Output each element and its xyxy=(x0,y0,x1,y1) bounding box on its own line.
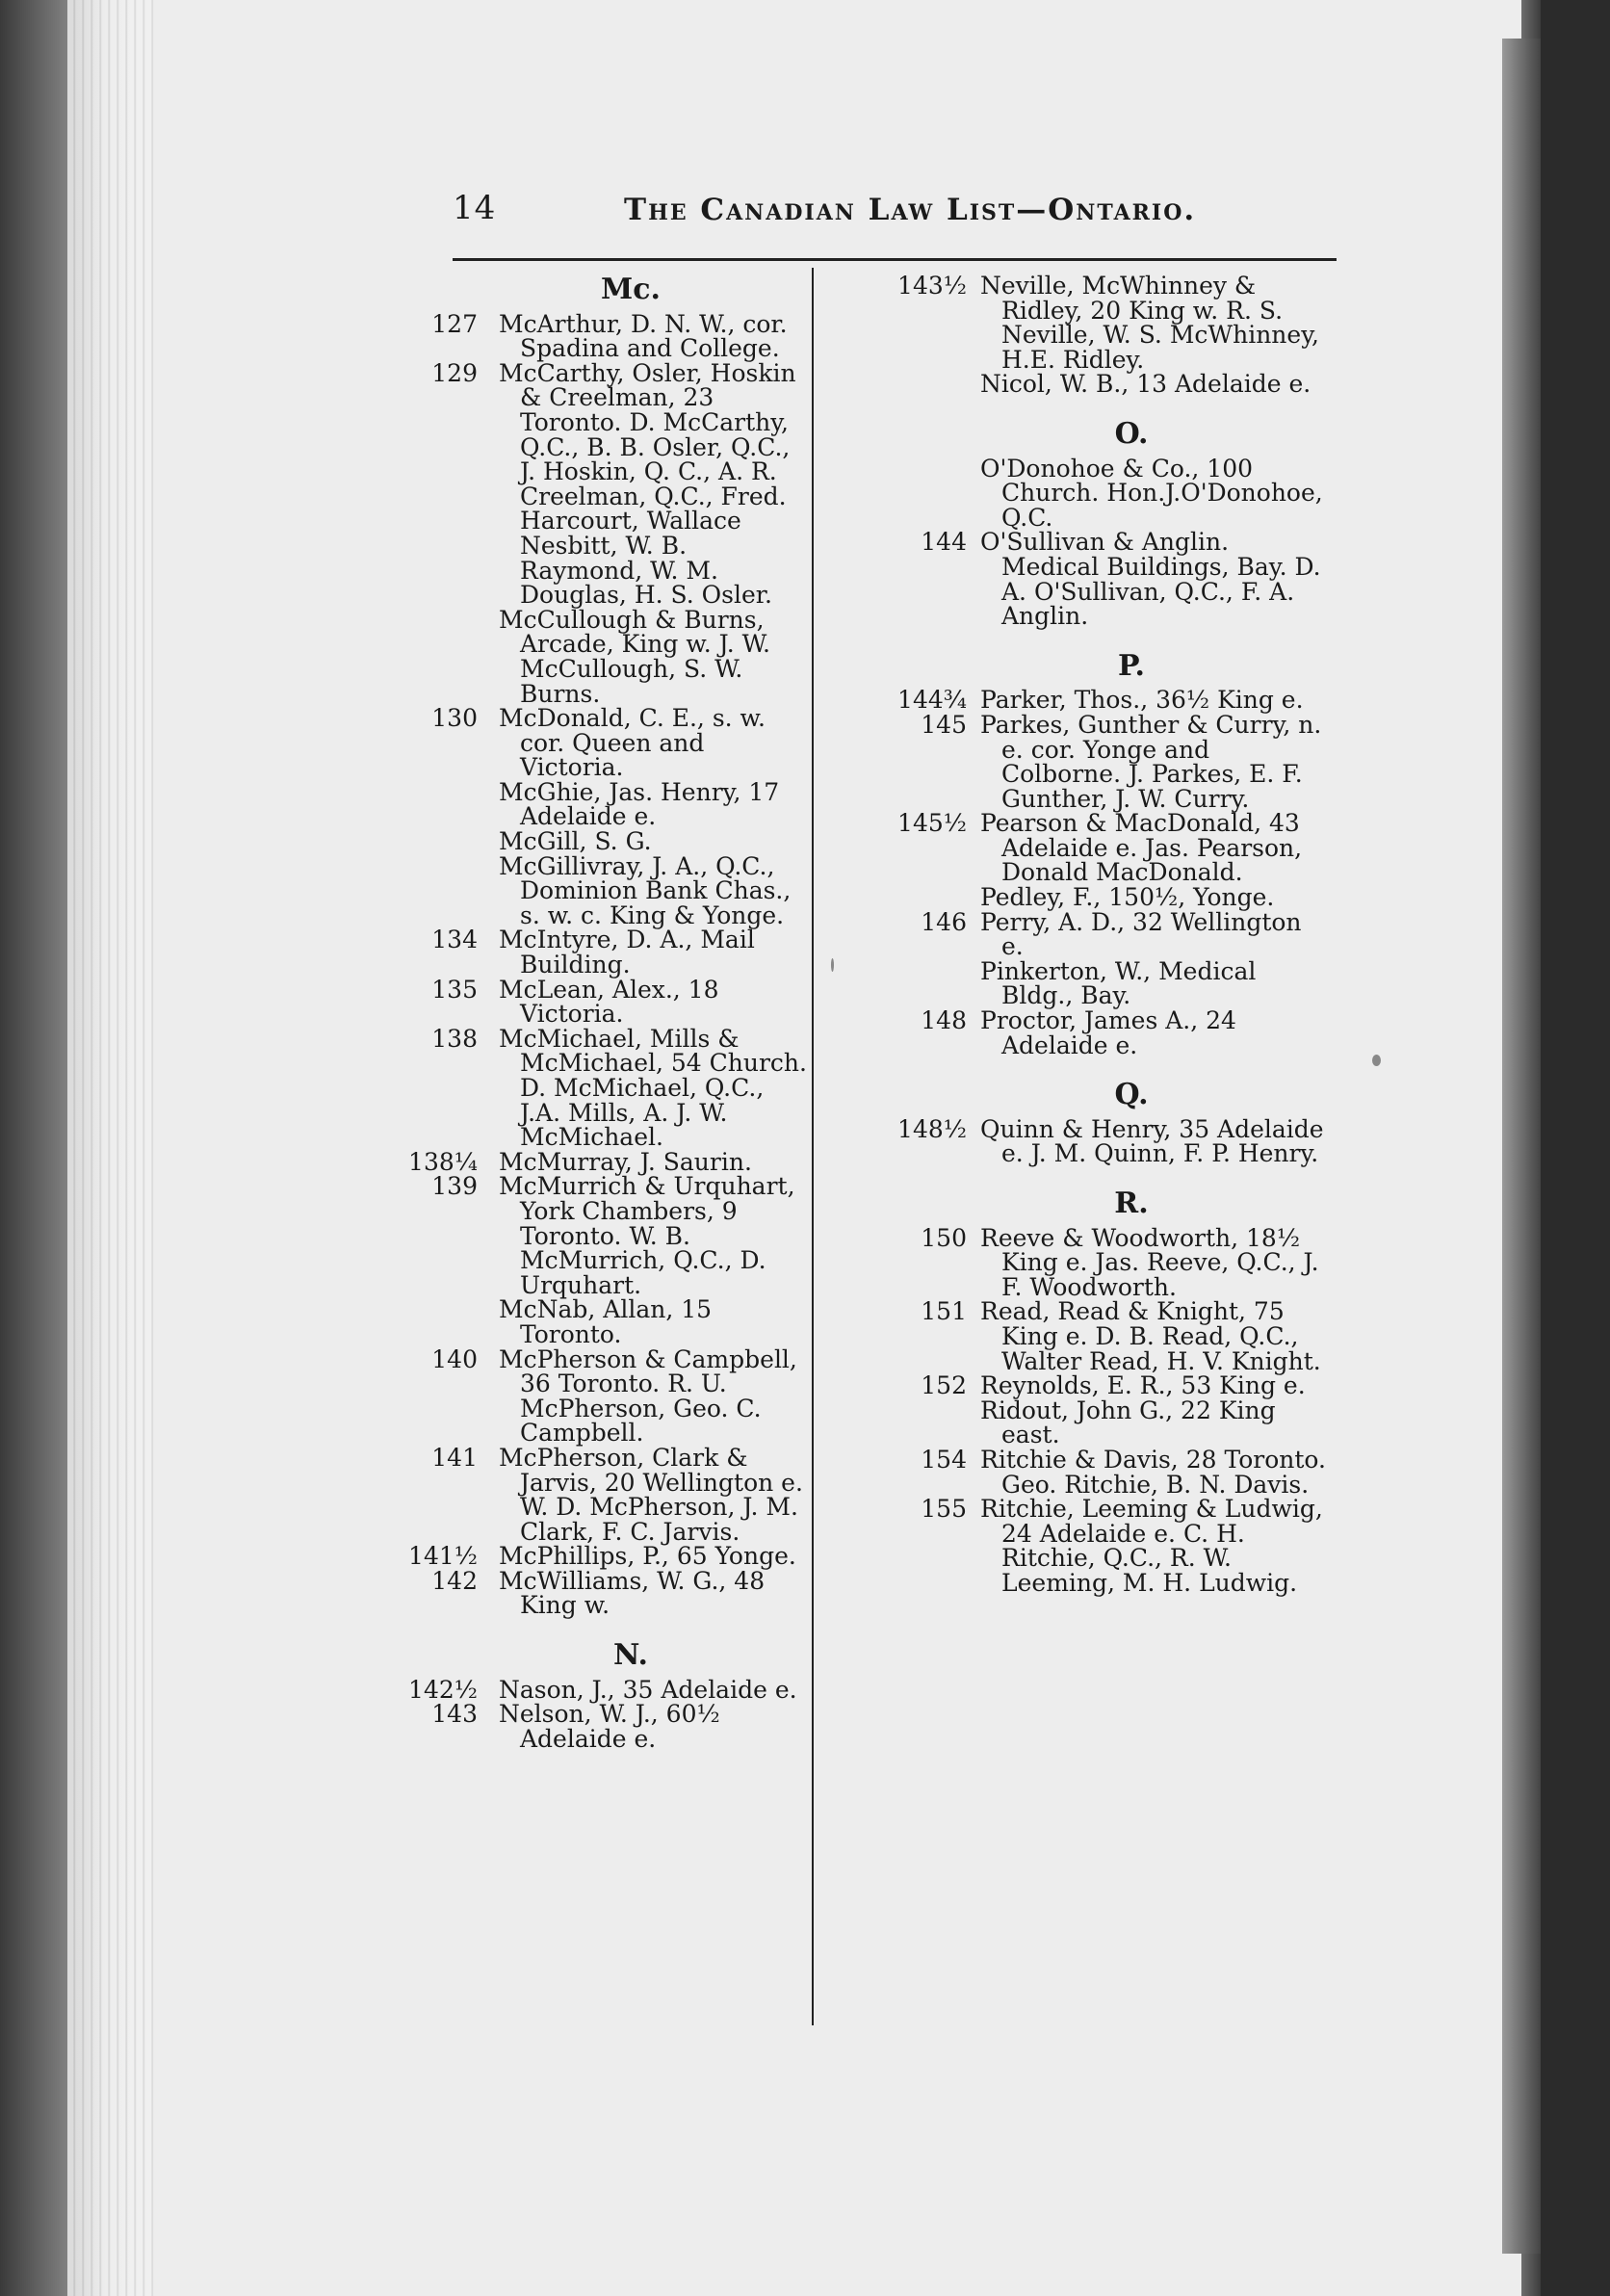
directory-entry xyxy=(385,1702,809,1751)
entry-text: O'Sullivan & Anglin. Medical Buildings, Bay. D. A. O'Sullivan, Q.C., F. A. Anglin. xyxy=(980,528,1321,631)
section-spacer xyxy=(385,1618,809,1639)
directory-entry xyxy=(385,975,809,1029)
entry-number: 155 xyxy=(921,1495,967,1524)
page-number: 14 xyxy=(453,189,497,227)
directory-entry xyxy=(385,706,809,780)
directory-entry xyxy=(385,777,809,831)
entry-number: 150 xyxy=(921,1223,967,1252)
directory-entry xyxy=(886,956,1329,1010)
entry-text: Nelson, W. J., 60½ Adelaide e. xyxy=(499,1700,720,1753)
directory-entry xyxy=(385,1443,809,1546)
directory-entry xyxy=(385,1147,809,1176)
directory-entry xyxy=(385,1675,809,1704)
dark-background-edge xyxy=(1541,0,1610,2296)
entry-text: McGhie, Jas. Henry, 17 Adelaide e. xyxy=(499,777,780,831)
section-heading: Mc. xyxy=(601,273,661,306)
directory-entry xyxy=(886,528,1329,631)
entry-text: Proctor, James A., 24 Adelaide e. xyxy=(980,1006,1236,1059)
paper-speck xyxy=(1372,1055,1381,1066)
section-spacer xyxy=(886,1057,1329,1079)
directory-entry xyxy=(886,1114,1329,1168)
directory-entry xyxy=(886,1223,1329,1301)
column-divider xyxy=(812,268,814,2025)
entry-text: McIntyre, D. A., Mail Building. xyxy=(499,926,755,979)
entry-text: Parker, Thos., 36½ King e. xyxy=(980,686,1304,715)
entry-text: McCarthy, Osler, Hoskin & Creelman, 23 Toronto. D. McCarthy, Q.C., B. B. Osler, Q.C., J. Hoskin, Q. C., A. R. Creelman, Q.C., Fred. Harcourt, Wallace Nesbitt, W. B. Raymond, W. M. Douglas, H. S. Osler. xyxy=(499,358,796,610)
directory-entry xyxy=(886,274,1329,372)
entry-text: McPherson & Campbell, 36 Toronto. R. U. McPherson, Geo. C. Campbell. xyxy=(499,1344,797,1448)
directory-entry xyxy=(385,927,809,977)
directory-entry xyxy=(886,811,1329,885)
entry-text: Ritchie & Davis, 28 Toronto. Geo. Ritchie, B. N. Davis. xyxy=(980,1445,1326,1499)
entry-number: 144 xyxy=(921,528,967,557)
paper-speck xyxy=(831,958,834,972)
directory-entry xyxy=(385,358,809,610)
entry-text: McPherson, Clark & Jarvis, 20 Wellington e. W. D. McPherson, J. M. Clark, F. C. Jarvis. xyxy=(499,1443,803,1546)
directory-entry xyxy=(385,1024,809,1152)
section-heading: P. xyxy=(1117,648,1146,683)
section-heading: N. xyxy=(613,1638,648,1673)
section-heading: Q. xyxy=(1114,1078,1149,1112)
entry-text: McMichael, Mills & McMichael, 54 Church. D. McMichael, Q.C., J.A. Mills, A. J. W. McMichael. xyxy=(499,1024,807,1152)
directory-entry xyxy=(886,1299,1329,1373)
entry-text: Read, Read & Knight, 75 King e. D. B. Read, Q.C., Walter Read, H. V. Knight. xyxy=(980,1297,1321,1375)
directory-entry xyxy=(886,454,1329,532)
entry-number: 148½ xyxy=(897,1114,967,1143)
entry-number: 151 xyxy=(921,1297,967,1326)
page-header xyxy=(453,175,1319,233)
entry-number: 146 xyxy=(921,907,967,936)
directory-entry xyxy=(886,1398,1329,1448)
directory-entry xyxy=(886,1445,1329,1499)
entry-text: McLean, Alex., 18 Victoria. xyxy=(499,975,719,1029)
entry-number: 154 xyxy=(921,1445,967,1474)
directory-entry xyxy=(886,907,1329,961)
entry-number: 152 xyxy=(921,1371,967,1400)
entry-number: 127 xyxy=(431,309,478,338)
gutter-shadow xyxy=(1502,39,1541,2254)
entry-number: 138¼ xyxy=(408,1147,478,1176)
entry-number: 141½ xyxy=(408,1542,478,1571)
directory-entry xyxy=(385,851,809,929)
entry-number: 141 xyxy=(431,1443,478,1472)
entry-number: 143 xyxy=(431,1700,478,1729)
directory-entry xyxy=(385,1174,809,1297)
entry-text: McArthur, D. N. W., cor. Spadina and College. xyxy=(499,309,788,363)
directory-entry xyxy=(385,1566,809,1620)
entry-number: 145½ xyxy=(897,809,967,838)
entry-text: McCullough & Burns, Arcade, King w. J. W. McCullough, S. W. Burns. xyxy=(499,605,770,708)
entry-text: Perry, A. D., 32 Wellington e. xyxy=(980,907,1302,961)
section-spacer xyxy=(886,629,1329,650)
entry-number: 134 xyxy=(431,926,478,954)
directory-entry xyxy=(886,372,1329,397)
entry-text: Neville, McWhinney & Ridley, 20 King w. R. S. Neville, W. S. McWhinney, H.E. Ridley. xyxy=(980,272,1319,374)
directory-entry xyxy=(886,710,1329,813)
entry-number: 148 xyxy=(921,1006,967,1035)
entry-number: 145 xyxy=(921,710,967,739)
entry-text: Parkes, Gunther & Curry, n. e. cor. Yonge and Colborne. J. Parkes, E. F. Gunther, J. W. Curry. xyxy=(980,710,1322,813)
entry-text: Pedley, F., 150½, Yonge. xyxy=(980,883,1275,912)
directory-entry xyxy=(886,688,1329,713)
entry-text: McMurray, J. Saurin. xyxy=(499,1147,752,1176)
left-column xyxy=(385,274,809,1751)
directory-entry xyxy=(886,1008,1329,1057)
entry-text: Quinn & Henry, 35 Adelaide e. J. M. Quinn, F. P. Henry. xyxy=(980,1114,1324,1168)
entry-number: 129 xyxy=(431,358,478,387)
entry-number: 142 xyxy=(431,1566,478,1595)
entry-text: McGill, S. G. xyxy=(499,827,652,856)
entry-text: McDonald, C. E., s. w. cor. Queen and Victoria. xyxy=(499,704,766,782)
entry-text: Ridout, John G., 22 King east. xyxy=(980,1396,1276,1449)
section-heading: R. xyxy=(1114,1187,1149,1220)
directory-entry xyxy=(886,1497,1329,1595)
entry-text: McWilliams, W. G., 48 King w. xyxy=(499,1566,766,1620)
directory-entry xyxy=(385,1344,809,1448)
directory-entry xyxy=(385,605,809,708)
entry-text: Nason, J., 35 Adelaide e. xyxy=(499,1675,797,1704)
section-spacer xyxy=(886,1166,1329,1187)
entry-number: 142½ xyxy=(408,1675,478,1704)
entry-number: 140 xyxy=(431,1344,478,1373)
directory-entry xyxy=(886,885,1329,910)
right-column xyxy=(886,274,1329,1596)
directory-entry xyxy=(385,1544,809,1569)
entry-number: 139 xyxy=(431,1172,478,1201)
page-edge-stack xyxy=(67,0,154,2296)
entry-text: McMurrich & Urquhart, York Chambers, 9 Toronto. W. B. McMurrich, Q.C., D. Urquhart. xyxy=(499,1172,795,1299)
running-title: The Canadian Law List—Ontario. xyxy=(624,193,1197,227)
header-rule xyxy=(453,258,1337,261)
entry-number: 130 xyxy=(431,704,478,733)
entry-text: Ritchie, Leeming & Ludwig, 24 Adelaide e. C. H. Ritchie, Q.C., R. W. Leeming, M. H. Ludwig. xyxy=(980,1495,1323,1597)
section-heading: O. xyxy=(1114,416,1149,451)
entry-text: McNab, Allan, 15 Toronto. xyxy=(499,1295,713,1348)
entry-text: Pinkerton, W., Medical Bldg., Bay. xyxy=(980,956,1257,1010)
entry-text: McGillivray, J. A., Q.C., Dominion Bank Chas., s. w. c. King & Yonge. xyxy=(499,851,792,929)
section-spacer xyxy=(886,397,1329,418)
entry-text: Nicol, W. B., 13 Adelaide e. xyxy=(980,370,1311,399)
entry-text: Reeve & Woodworth, 18½ King e. Jas. Reeve, Q.C., J. F. Woodworth. xyxy=(980,1223,1319,1301)
entry-number: 138 xyxy=(431,1024,478,1053)
entry-text: Reynolds, E. R., 53 King e. xyxy=(980,1371,1306,1400)
directory-entry xyxy=(385,829,809,854)
entry-number: 144¾ xyxy=(897,686,967,715)
entry-text: McPhillips, P., 65 Yonge. xyxy=(499,1542,796,1571)
directory-entry xyxy=(886,1373,1329,1398)
entry-text: O'Donohoe & Co., 100 Church. Hon.J.O'Donohoe, Q.C. xyxy=(980,454,1323,532)
entry-number: 135 xyxy=(431,975,478,1004)
entry-number: 143½ xyxy=(897,272,967,300)
directory-entry xyxy=(385,309,809,363)
directory-entry xyxy=(385,1297,809,1346)
entry-text: Pearson & MacDonald, 43 Adelaide e. Jas. Pearson, Donald MacDonald. xyxy=(980,809,1303,887)
